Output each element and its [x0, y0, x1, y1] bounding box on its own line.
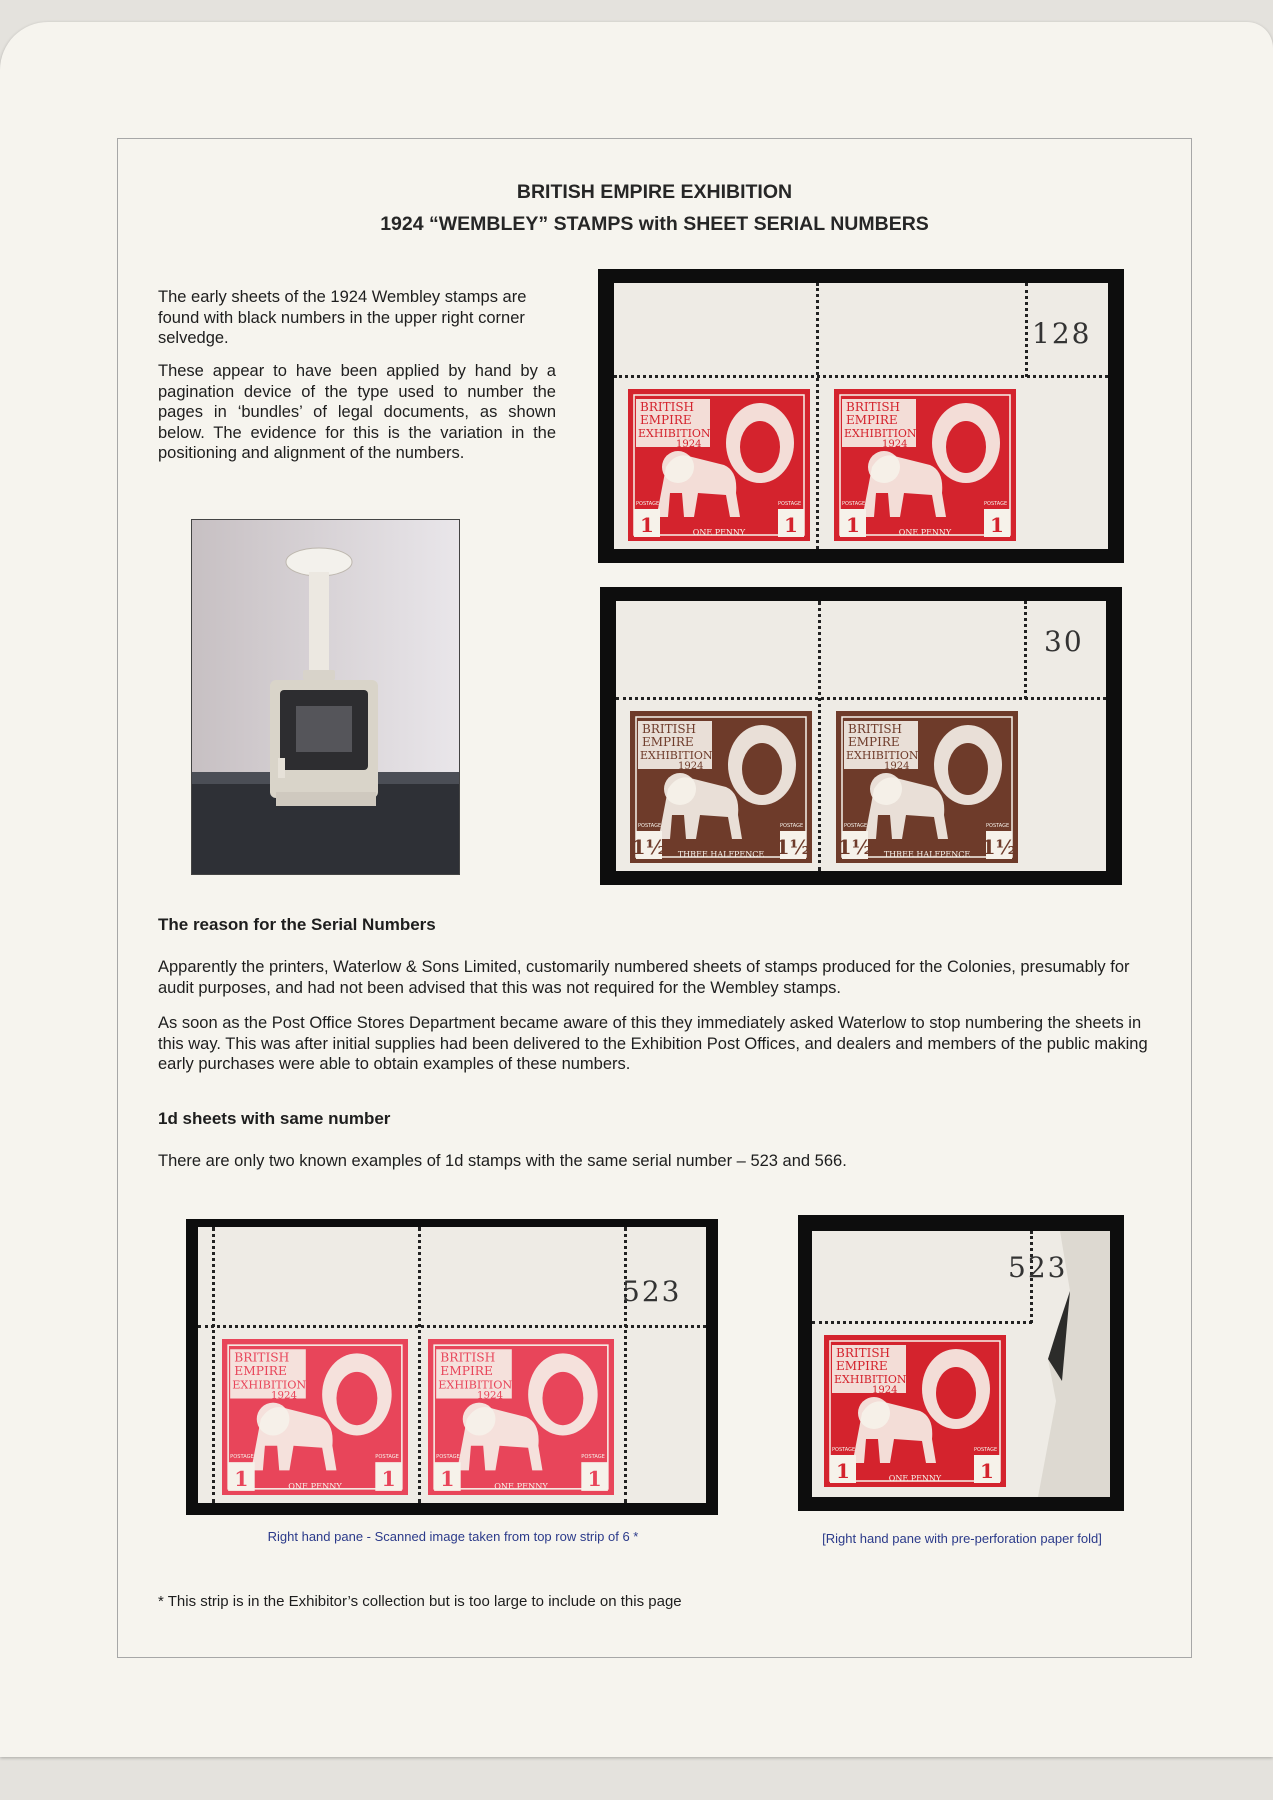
svg-text:1: 1	[640, 513, 654, 537]
footnote: * This strip is in the Exhibitor’s collection but is too large to include on this page	[158, 1593, 682, 1610]
svg-text:1½: 1½	[837, 835, 873, 859]
svg-text:1: 1	[234, 1466, 249, 1491]
svg-text:POSTAGE: POSTAGE	[638, 823, 662, 829]
perforation-column	[818, 601, 821, 871]
svg-text:BRITISH: BRITISH	[642, 722, 697, 736]
svg-text:1: 1	[836, 1459, 850, 1483]
svg-text:ONE PENNY: ONE PENNY	[288, 1480, 342, 1491]
svg-text:POSTAGE: POSTAGE	[974, 1447, 998, 1453]
stamp-design-icon	[824, 1335, 1006, 1487]
page-frame	[117, 138, 1192, 1658]
one-penny-stamp	[428, 1339, 614, 1495]
svg-text:POSTAGE: POSTAGE	[636, 501, 660, 507]
svg-text:EMPIRE: EMPIRE	[848, 735, 900, 749]
svg-text:POSTAGE: POSTAGE	[832, 1447, 856, 1453]
three-halfpence-stamp	[630, 711, 812, 863]
svg-text:1: 1	[784, 513, 798, 537]
serial-number: 128	[1032, 317, 1092, 350]
pagination-device-photo	[191, 519, 460, 875]
svg-text:EXHIBITION: EXHIBITION	[232, 1378, 307, 1392]
svg-text:THREE HALFPENCE: THREE HALFPENCE	[677, 850, 765, 859]
svg-text:1: 1	[381, 1466, 396, 1491]
one-penny-stamp	[222, 1339, 408, 1495]
page-subtitle: 1924 “WEMBLEY” STAMPS with SHEET SERIAL NUMBERS	[380, 213, 929, 235]
svg-text:1: 1	[980, 1459, 994, 1483]
one-penny-stamp	[834, 389, 1016, 541]
stamp-design-icon	[834, 389, 1016, 541]
stamp-block-523-single	[798, 1215, 1124, 1511]
svg-text:1½: 1½	[775, 835, 811, 859]
svg-text:EXHIBITION: EXHIBITION	[846, 749, 919, 762]
selvedge	[616, 601, 1106, 871]
svg-text:EXHIBITION: EXHIBITION	[834, 1373, 907, 1386]
svg-text:1: 1	[440, 1466, 455, 1491]
svg-text:BRITISH: BRITISH	[848, 722, 903, 736]
serial-number: 523	[1008, 1251, 1068, 1284]
svg-text:ONE PENNY: ONE PENNY	[888, 1474, 942, 1483]
svg-text:EMPIRE: EMPIRE	[640, 413, 692, 427]
svg-text:BRITISH: BRITISH	[234, 1350, 290, 1365]
stamp-block-523-strip	[186, 1219, 718, 1515]
svg-text:POSTAGE: POSTAGE	[842, 501, 866, 507]
svg-text:POSTAGE: POSTAGE	[844, 823, 868, 829]
album-page	[0, 22, 1273, 1757]
svg-text:EMPIRE: EMPIRE	[440, 1363, 493, 1378]
svg-text:1: 1	[990, 513, 1004, 537]
section-heading-same-number: 1d sheets with same number	[158, 1109, 391, 1128]
numbering-machine-icon	[192, 520, 459, 874]
caption-right: [Right hand pane with pre-perforation paper fold]	[822, 1531, 1102, 1546]
intro-paragraph-1: The early sheets of the 1924 Wembley stamps are found with black numbers in the upper right corner selvedge.	[158, 288, 527, 347]
svg-text:BRITISH: BRITISH	[440, 1350, 496, 1365]
svg-text:POSTAGE: POSTAGE	[581, 1454, 605, 1461]
perforation-column	[624, 1227, 627, 1503]
stamp-design-icon	[836, 711, 1018, 863]
intro-paragraph-2: These appear to have been applied by hand by a pagination device of the type used to number the pages in ‘bundles’ of legal documents, as shown below. The evidence for this is the variation in the positioning and alignment of the numbers.	[158, 362, 556, 462]
stamp-block-128	[598, 269, 1124, 563]
svg-text:POSTAGE: POSTAGE	[375, 1454, 399, 1461]
stamp-design-icon	[628, 389, 810, 541]
reason-paragraph-2: As soon as the Post Office Stores Department became aware of this they immediately asked Waterlow to stop numbering the sheets in this way. This was after initial supplies had been delivered to the Exhibition Post Offices, and dealers and members of the public making early purchases were able to obtain examples of these numbers.	[158, 1014, 1148, 1073]
svg-text:POSTAGE: POSTAGE	[230, 1454, 254, 1461]
svg-text:THREE HALFPENCE: THREE HALFPENCE	[883, 850, 971, 859]
svg-text:BRITISH: BRITISH	[846, 400, 901, 414]
serial-number: 523	[622, 1275, 682, 1308]
svg-text:ONE PENNY: ONE PENNY	[692, 528, 746, 537]
svg-text:POSTAGE: POSTAGE	[780, 823, 804, 829]
svg-text:1924: 1924	[872, 1385, 898, 1396]
perforation-column	[418, 1227, 421, 1503]
svg-text:EXHIBITION: EXHIBITION	[844, 427, 917, 440]
one-penny-stamp	[824, 1335, 1006, 1487]
svg-text:BRITISH: BRITISH	[640, 400, 695, 414]
same-number-text: There are only two known examples of 1d stamps with the same serial number – 523 and 566.	[158, 1152, 847, 1170]
selvedge	[614, 283, 1108, 549]
svg-text:1924: 1924	[678, 761, 704, 772]
stamp-design-icon	[222, 1339, 408, 1495]
svg-text:EMPIRE: EMPIRE	[234, 1363, 287, 1378]
svg-text:EXHIBITION: EXHIBITION	[438, 1378, 513, 1392]
svg-text:EMPIRE: EMPIRE	[846, 413, 898, 427]
serial-number: 30	[1044, 625, 1084, 658]
svg-text:EXHIBITION: EXHIBITION	[638, 427, 711, 440]
one-penny-stamp	[628, 389, 810, 541]
perforation-row	[616, 697, 1106, 700]
svg-text:1: 1	[846, 513, 860, 537]
svg-text:EXHIBITION: EXHIBITION	[640, 749, 713, 762]
svg-text:EMPIRE: EMPIRE	[642, 735, 694, 749]
svg-text:1924: 1924	[676, 439, 702, 450]
svg-text:1: 1	[587, 1466, 602, 1491]
svg-text:1924: 1924	[271, 1389, 298, 1402]
svg-text:1½: 1½	[631, 835, 667, 859]
svg-text:POSTAGE: POSTAGE	[778, 501, 802, 507]
svg-text:BRITISH: BRITISH	[836, 1346, 891, 1360]
reason-paragraph-1: Apparently the printers, Waterlow & Sons Limited, customarily numbered sheets of stamps produced for the Colonies, presumably for audit purposes, and had not been advised that this was not required for the Wembley stamps.	[158, 958, 1130, 997]
page-title: BRITISH EMPIRE EXHIBITION	[516, 181, 793, 203]
stamp-block-30	[600, 587, 1122, 885]
svg-text:EMPIRE: EMPIRE	[836, 1359, 888, 1373]
perforation-column	[212, 1227, 215, 1503]
stamp-design-icon	[630, 711, 812, 863]
section-heading-reason: The reason for the Serial Numbers	[158, 915, 436, 934]
perforation-column	[816, 283, 819, 549]
caption-left: Right hand pane - Scanned image taken from top row strip of 6 *	[267, 1529, 639, 1544]
svg-text:1924: 1924	[882, 439, 908, 450]
perforation-row	[614, 375, 1108, 378]
svg-text:POSTAGE: POSTAGE	[436, 1454, 460, 1461]
svg-text:1½: 1½	[981, 835, 1017, 859]
stamp-design-icon	[428, 1339, 614, 1495]
svg-text:POSTAGE: POSTAGE	[986, 823, 1010, 829]
svg-text:ONE PENNY: ONE PENNY	[494, 1480, 548, 1491]
perforation-column	[1024, 601, 1027, 699]
svg-text:POSTAGE: POSTAGE	[984, 501, 1008, 507]
three-halfpence-stamp	[836, 711, 1018, 863]
selvedge	[812, 1231, 1110, 1497]
perforation-column	[1025, 283, 1028, 377]
svg-text:1924: 1924	[884, 761, 910, 772]
svg-text:ONE PENNY: ONE PENNY	[898, 528, 952, 537]
selvedge	[198, 1227, 706, 1503]
perforation-row	[198, 1325, 706, 1328]
svg-text:1924: 1924	[477, 1389, 504, 1402]
